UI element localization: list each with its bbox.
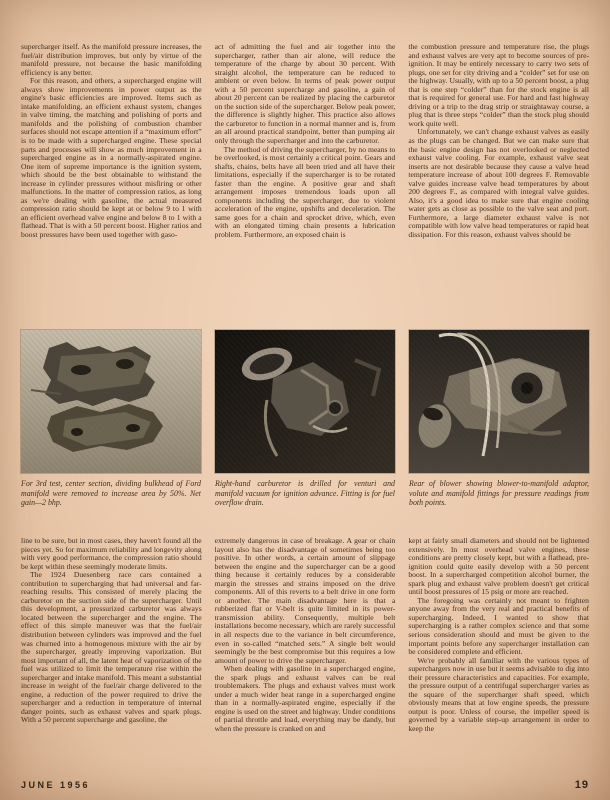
photo-carburetor <box>215 330 395 473</box>
paragraph: For this reason, and others, a supercharged engine will always show improvements in power output as the engine's basic efficiencies are improved. Items such as intake manifolding, an efficient exhaust system, changes in valve timing, the matching and polishing of ports and manifolds and the polishing of combustion chamber surfaces should not escape attention if a “maximum effort” is to be made with a supercharged engine. These special parts and processes will show as much improvement in a supercharged engine as in a normally-aspirated engine. One item of supreme importance is the ignition system, which should be the best obtainable to withstand the increase in cylinder pressures without misfiring or other malfunctions. In the matter of compression ratios, as long as we're dealing with gasoline, the actual measured compression ratio should be kept at or below 9 to 1 with an efficient overhead valve engine and below 8 to 1 with a flathead. That is with a 50 percent boost. Higher ratios and boost pressures have been used together with gaso- <box>21 76 202 240</box>
photo-caption-carburetor: Right-hand carburetor is drilled for venturi and manifold vacuum for ignition advance. Fitting is for fuel overflow drain. <box>215 479 395 508</box>
issue-date: JUNE 1956 <box>21 780 91 790</box>
paragraph: The foregoing was certainly not meant to frighten anyone away from the very real and practical benefits of supercharging. Indeed, I wanted to show that supercharging is a rather complex science and that some serious consideration should and must be given to the important points before any supercharger installation can be considered complete and efficient. <box>408 595 590 657</box>
bottom-column-1 <box>21 537 202 775</box>
bottom-column-2 <box>215 537 396 775</box>
paragraph: We're probably all familiar with the various types of superchargers now in use but it seems advisable to dig into their pressure characteristics and capacities. For example, the pressure output of a centrifugal supercharger varies as the square of the supercharger shaft speed, which obviously means that at low engine speeds, the pressure output is poor. Unless of course, the impeller speed is governed by a variable step-up arrangement in order to keep the <box>408 655 590 734</box>
photo-ford-manifold <box>21 330 201 473</box>
page-number: 19 <box>574 779 589 791</box>
photo-caption-blower-rear: Rear of blower showing blower-to-manifold adaptor, volute and manifold fittings for pressure readings from both points. <box>409 479 589 508</box>
photo-strip <box>21 330 589 508</box>
paragraph: supercharger itself. As the manifold pressure increases, the fuel/air distribution improves, but only by virtue of the manifold pressure, not because the basic manifolding efficiency is any better. <box>21 43 202 77</box>
bottom-text-section <box>21 537 589 775</box>
photo-caption-ford-manifold: For 3rd test, center section, dividing bulkhead of Ford manifold were removed to increase area by 50%. Net gain—2 bhp. <box>21 479 201 508</box>
paragraph: When dealing with gasoline in a supercharged engine, the spark plugs and exhaust valves can be real troublemakers. The plugs and exhaust valves must work under a much wider heat range in a supercharged engine than in a normally-aspirated engine, especially if the engine is used on the street and highway. Under conditions of partial throttle and load, everything may be dandy, but when the pressure is cranked on and <box>214 664 396 734</box>
figure-blower-rear <box>409 330 589 508</box>
top-column-2 <box>215 43 396 309</box>
figure-carburetor <box>215 330 395 508</box>
page-footer <box>21 779 589 791</box>
paragraph: extremely dangerous in case of breakage. A gear or chain layout also has the disadvantage of sometimes being too positive. In other words, a certain amount of slippage between the engine and the supercharger can be a good thing because it certainly reduces by a considerable margin the stresses and strains imposed on the drive components. All of this reverts to a belt drive in one form or another. The main disadvantage here is that a rubberized flat or V-belt is quite limited in its power-transmission ability. Consequently, multiple belt installations become necessary, which are rarely successful in all respects due to the variance in belt circumference, even in so-called “matched sets.” A single belt would seemingly be the best compromise but this requires a low amount of power to drive the supercharger. <box>214 537 396 665</box>
paragraph: The 1924 Duesenberg race cars contained a contribution to supercharging that had universal and far-reaching results. This consisted of merely placing the carburetor on the suction side of the supercharger. Until this development, a pressurized carburetor was always located between the supercharger and the engine. The effect of this simple maneuver was that the fuel/air distribution between cylinders was improved and the fuel was churned into a homogenous mixture with the air by the supercharger, greatly improving vaporization. But most important of all, the latent heat of vaporization of the fuel was utilized to limit the temperature rise within the supercharger and intake manifold. This meant a substantial increase in weight of the fuel/air charge delivered to the engine, a reduction of the power required to drive the supercharger and a reduction in temperature of internal danger points, such as exhaust valves and spark plugs. With a 50 percent supercharge and gasoline, the <box>21 570 202 725</box>
figure-ford-manifold <box>21 330 201 508</box>
paragraph: The method of driving the supercharger, by no means to be overlooked, is most certainly a critical point. Gears and shafts, chains, belts have all been tried and all have their limitations, especially if the supercharger is to be rotated faster than the engine. A positive gear and shaft arrangement imposes tremendous loads upon all components including the supercharger, due to violent acceleration of the engine, upshifts and deceleration. The same goes for a chain and sprocket drive, which, even with an elongated timing chain presents a lubrication problem. Furthermore, an exposed chain is <box>214 144 396 240</box>
paragraph: Unfortunately, we can't change exhaust valves as easily as the plugs can be changed. But we can make sure that the basic engine design has not overlooked or neglected exhaust valve cooling. For example, exhaust valve seat inserts are not desirable because they cause a valve head temperature increase of about 100 degrees F. Removable valve guides increase valve head temperatures by about 200 degrees F., as compared with integral valve guides. Also, it's a good idea to make sure that engine cooling water gets as close as possible to the valve seat and port. Furthermore, a large diameter exhaust valve is not compatible with low valve head temperatures or rapid heat dissipation. For this reason, exhaust valves should be <box>408 127 590 240</box>
top-column-1 <box>21 43 202 309</box>
top-column-3 <box>408 43 589 309</box>
photo-blower-rear <box>409 330 589 473</box>
paragraph: the combustion pressure and temperature rise, the plugs and exhaust valves are very apt to become sources of pre-ignition. It may be entirely necessary to carry two sets of plugs, one set for city driving and a “colder” set for use on the highway. Usually, with up to a 50 percent boost, a plug that is one step “colder” than for the stock engine is all that is required for general use. For hard and fast highway driving or a trip to the drag strip or straightaway course, a plug that is three steps “colder” than the stock plug should work quite well. <box>408 43 590 128</box>
bottom-column-3 <box>408 537 589 775</box>
top-text-section <box>21 43 589 309</box>
paragraph: act of admitting the fuel and air together into the supercharger, rather than air alone, will reduce the temperature of the charge by about 30 percent. With straight alcohol, the temperature can be reduced to ambient or even below. In terms of peak power output with a 50 percent supercharge and gasoline, a gain of about 20 percent can be realized by placing the carburetor on the suction side of the supercharger. Below peak power, the difference is slightly higher. This practice also allows the carburetor to function in a normal manner and is, from an all around practical standpoint, better than pumping air only through the supercharger and into the carburetor. <box>214 43 396 146</box>
paragraph: kept at fairly small diameters and should not be lightened extensively. In most overhead valve engines, these conditions are pretty closely kept, but with a flathead, pre-ignition could quite easily develop with a 50 percent boost. In a supercharged competition alcohol burner, the spark plug and exhaust valve problem doesn't get critical until boost pressures of 15 psig or more are reached. <box>408 537 590 597</box>
paragraph: line to be sure, but in most cases, they haven't found all the pieces yet. So for maximum reliability and longevity along with very good performance, the compression ratio should be kept within these seemingly moderate limits. <box>21 537 202 571</box>
